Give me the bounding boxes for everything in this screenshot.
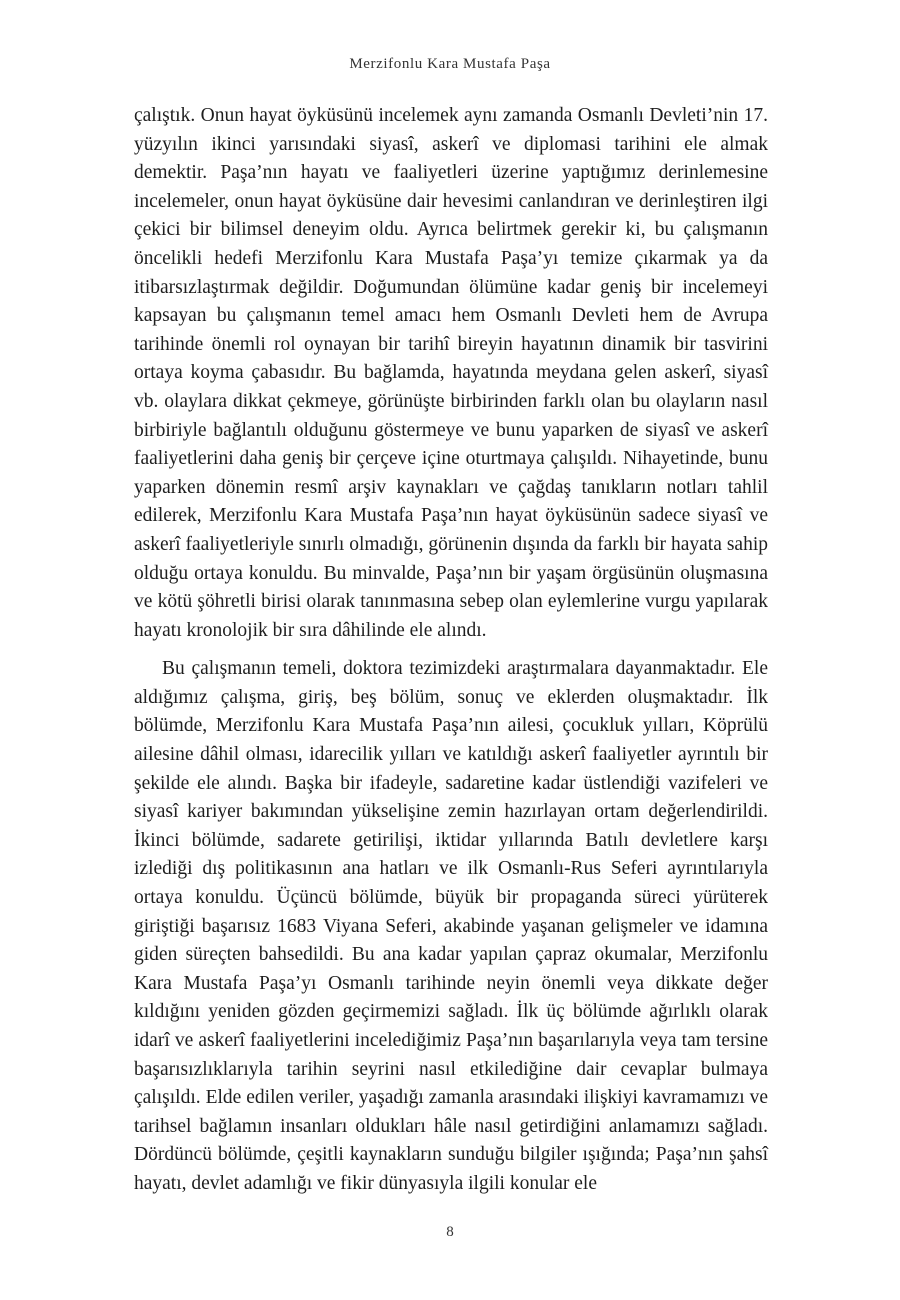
paragraph-2: Bu çalışmanın temeli, doktora tezimizdeki araştırmalara dayanmaktadır. Ele aldığımız çalışma, giriş, beş bölüm, sonuç ve eklerden oluşmaktadır. İlk bölümde, Merzifonlu Kara Mustafa Paşa’nın ailesi, çocukluk yılları, Köprülü ailesine dâhil olması, idarecilik yılları ve katıldığı askerî faaliyetler ayrıntılı bir şekilde ele alındı. Başka bir ifadeyle, sadaretine kadar üstlendiği vazifeleri ve siyasî kariyer bakımından yükselişine zemin hazırlayan ortam değerlendirildi. İkinci bölümde, sadarete getirilişi, iktidar yıllarında Batılı devletlere karşı izlediği dış politikasının ana hatları ve ilk Osmanlı-Rus Seferi ayrıntılarıyla ortaya konuldu. Üçüncü bölümde, büyük bir propaganda süreci yürüterek giriştiği başarısız 1683 Viyana Seferi, akabinde yaşanan gelişmeler ve idamına giden süreçten bahsedildi. Bu ana kadar yapılan çapraz okumalar, Merzifonlu Kara Mustafa Paşa’yı Osmanlı tarihinde neyin önemli veya dikkate değer kıldığını yeniden gözden geçirmemizi sağladı. İlk üç bölümde ağırlıklı olarak idarî ve askerî faaliyetlerini incelediğimiz Paşa’nın başarılarıyla veya tam tersine başarısızlıklarıyla tarihin seyrini nasıl etkilediğine dair cevaplar bulmaya çalışıldı. Elde edilen veriler, yaşadığı zamanla arasındaki ilişkiyi kavramamızı ve tarihsel bağlamın insanları oldukları hâle nasıl getirdiğini anlamamızı sağladı. Dördüncü bölümde, çeşitli kaynakların sunduğu bilgiler ışığında; Paşa’nın şahsî hayatı, devlet adamlığı ve fikir dünyasıyla ilgili konular ele	[134, 658, 768, 1194]
body-text	[134, 102, 768, 1199]
running-header: Merzifonlu Kara Mustafa Paşa	[349, 56, 551, 72]
page-number: 8	[446, 1224, 454, 1240]
paragraph-1: çalıştık. Onun hayat öyküsünü incelemek aynı zamanda Osmanlı Devleti’nin 17. yüzyılın ikinci yarısındaki siyasî, askerî ve diplomasi tarihini ele almak demektir. Paşa’nın hayatı ve faaliyetleri üzerine yaptığımız derinlemesine incelemeler, onun hayat öyküsüne dair hevesimi canlandıran ve derinleştiren ilgi çekici bir bilimsel deneyim oldu. Ayrıca belirtmek gerekir ki, bu çalışmanın öncelikli hedefi Merzifonlu Kara Mustafa Paşa’yı temize çıkarmak ya da itibarsızlaştırmak değildir. Doğumundan ölümüne kadar geniş bir incelemeyi kapsayan bu çalışmanın temel amacı hem Osmanlı Devleti hem de Avrupa tarihinde önemli rol oynayan bir tarihî bireyin hayatının dinamik bir tasvirini ortaya koyma çabasıdır. Bu bağlamda, hayatında meydana gelen askerî, siyasî vb. olaylara dikkat çekmeye, görünüşte birbirinden farklı olan bu olayların nasıl birbiriyle bağlantılı olduğunu göstermeye ve bunu yaparken de siyasî ve askerî faaliyetlerini daha geniş bir çerçeve içine oturtmaya çalışıldı. Nihayetinde, bunu yaparken dönemin resmî arşiv kaynakları ve çağdaş tanıkların notları tahlil edilerek, Merzifonlu Kara Mustafa Paşa’nın hayat öyküsünün sadece siyasî ve askerî faaliyetleriyle sınırlı olmadığı, görünenin dışında da farklı bir hayata sahip olduğu ortaya konuldu. Bu minvalde, Paşa’nın bir yaşam örgüsünün oluşmasına ve kötü şöhretli birisi olarak tanınmasına sebep olan eylemlerine vurgu yapılarak hayatı kronolojik bir sıra dâhilinde ele alındı.	[134, 105, 768, 641]
